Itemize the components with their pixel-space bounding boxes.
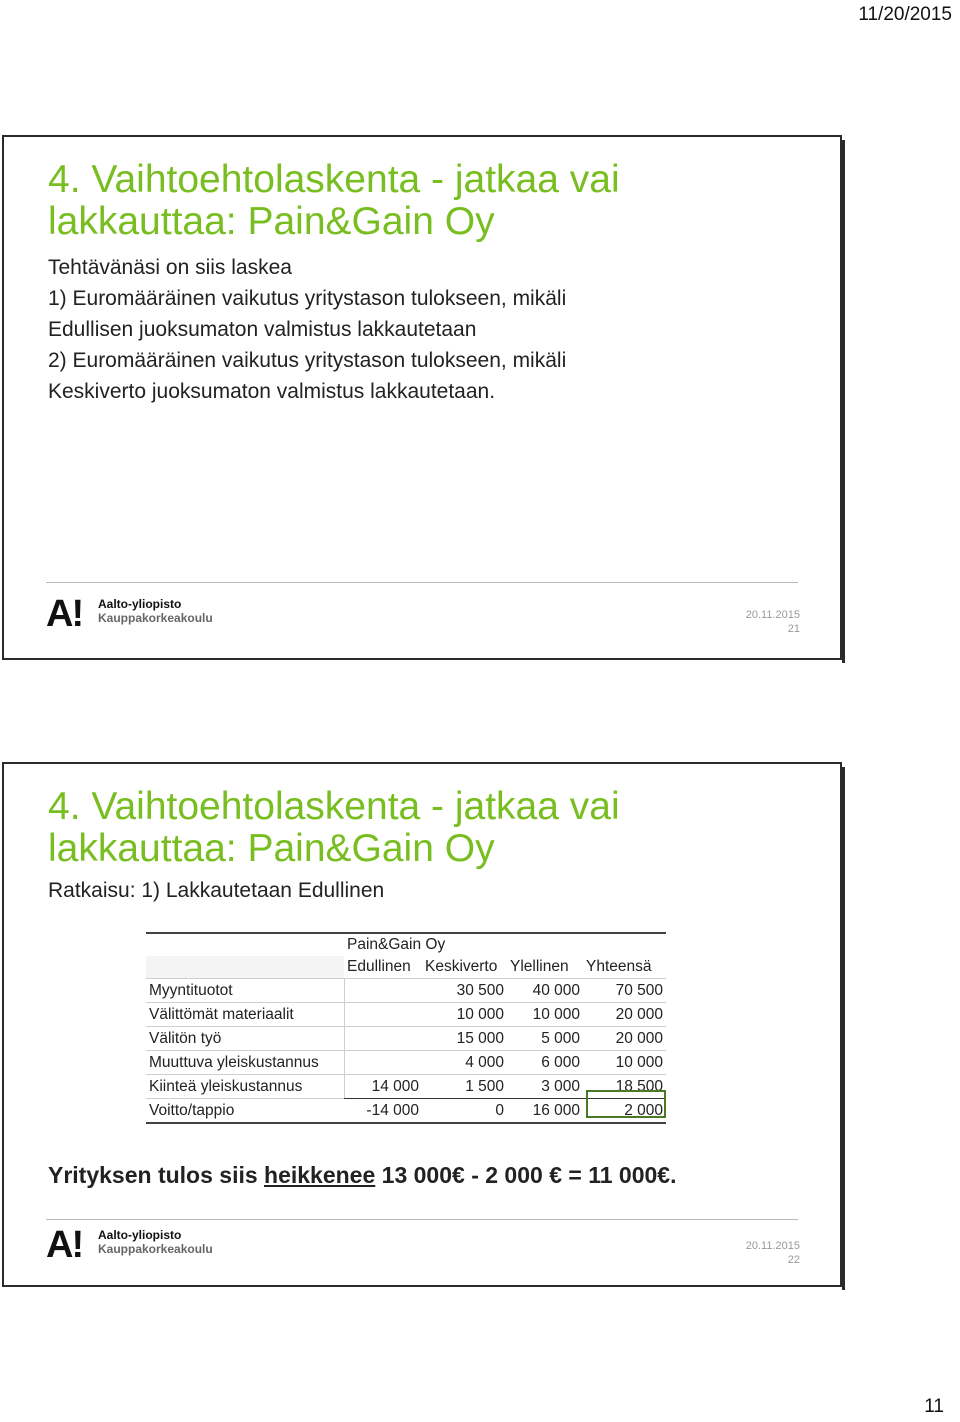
logo-line-university: Aalto-yliopisto (98, 1228, 182, 1242)
slide-title-line-2: lakkauttaa: Pain&Gain Oy (48, 827, 495, 870)
solution-subtitle: Ratkaisu: 1) Lakkautetaan Edullinen (48, 879, 385, 902)
table-header-company (146, 933, 666, 956)
total-profit-highlight (586, 1090, 666, 1118)
footer-divider (46, 1219, 798, 1220)
cell: 15 000 (422, 1027, 507, 1051)
aalto-logo-mark: A! (46, 1224, 83, 1266)
slide-number: 22 (787, 1254, 800, 1266)
cell (344, 1003, 422, 1027)
task-line: 1) Euromääräinen vaikutus yritystason tulokseen, mikäli (48, 287, 567, 310)
table-row (146, 1051, 666, 1075)
slide-number: 21 (787, 623, 800, 635)
company-name: Pain&Gain Oy (344, 933, 666, 956)
cell: -14 000 (344, 1099, 422, 1124)
row-label: Välitön työ (146, 1027, 344, 1051)
cell: 1 500 (422, 1075, 507, 1099)
aalto-logo (46, 595, 216, 635)
table-row (146, 1027, 666, 1051)
conclusion-underlined: heikkenee (264, 1162, 376, 1188)
cell: 14 000 (344, 1075, 422, 1099)
row-label: Myyntituotot (146, 979, 344, 1003)
row-label: Välittömät materiaalit (146, 1003, 344, 1027)
cell: 10 000 (583, 1051, 666, 1075)
cell: 40 000 (507, 979, 583, 1003)
slide-title-line-2: lakkauttaa: Pain&Gain Oy (48, 200, 495, 243)
slide-title-line-1: 4. Vaihtoehtolaskenta - jatkaa vai (48, 785, 620, 828)
conclusion-text (48, 1162, 676, 1189)
cell: 20 000 (583, 1003, 666, 1027)
task-intro: Tehtävänäsi on siis laskea (48, 256, 292, 279)
cell: 6 000 (507, 1051, 583, 1075)
table-row (146, 1003, 666, 1027)
column-header: Ylellinen (510, 958, 569, 975)
slide-title (48, 786, 828, 870)
cell: 16 000 (507, 1099, 583, 1124)
cell: 30 500 (422, 979, 507, 1003)
task-line: Edullisen juoksumaton valmistus lakkautetaan (48, 318, 477, 341)
table-corner (146, 933, 344, 956)
task-line: 2) Euromääräinen vaikutus yritystason tulokseen, mikäli (48, 349, 567, 372)
cell: 10 000 (422, 1003, 507, 1027)
slide-title (48, 159, 828, 243)
cell: 0 (422, 1099, 507, 1124)
aalto-logo-text (98, 597, 213, 625)
logo-line-university: Aalto-yliopisto (98, 597, 182, 611)
table-header-columns (146, 956, 666, 979)
cell: 4 000 (422, 1051, 507, 1075)
cell: 10 000 (507, 1003, 583, 1027)
cell: 70 500 (583, 979, 666, 1003)
logo-line-school: Kauppakorkeakoulu (98, 611, 213, 625)
slide-body (48, 252, 566, 407)
cell: 20 000 (583, 1027, 666, 1051)
table-corner (146, 956, 344, 979)
logo-line-school: Kauppakorkeakoulu (98, 1242, 213, 1256)
slide-date: 20.11.2015 (745, 609, 800, 621)
slide-date: 20.11.2015 (745, 1240, 800, 1252)
profit-loss-table (146, 932, 666, 1124)
slide-title-line-1: 4. Vaihtoehtolaskenta - jatkaa vai (48, 158, 620, 201)
page-number: 11 (924, 1396, 944, 1417)
row-label: Voitto/tappio (146, 1099, 344, 1124)
footer-divider (46, 582, 798, 583)
column-header: Keskiverto (425, 958, 498, 975)
column-header: Edullinen (347, 958, 411, 975)
column-header: Yhteensä (586, 958, 652, 975)
total-profit-cell: 2 000 (583, 1099, 666, 1124)
table-row (146, 979, 666, 1003)
cell (344, 1027, 422, 1051)
row-label: Muuttuva yleiskustannus (146, 1051, 344, 1075)
aalto-logo (46, 1226, 216, 1266)
slide-21 (2, 135, 842, 660)
cell (344, 1051, 422, 1075)
task-line: Keskiverto juoksumaton valmistus lakkautetaan. (48, 380, 496, 403)
slide-22 (2, 762, 842, 1287)
page-date: 11/20/2015 (858, 4, 952, 25)
cell: 5 000 (507, 1027, 583, 1051)
conclusion-after: 13 000€ - 2 000 € = 11 000€. (375, 1162, 677, 1188)
cell (344, 979, 422, 1003)
aalto-logo-mark: A! (46, 593, 83, 635)
cell: 18 500 (583, 1075, 666, 1099)
cell: 3 000 (507, 1075, 583, 1099)
conclusion-before: Yrityksen tulos siis (48, 1162, 265, 1188)
row-label: Kiinteä yleiskustannus (146, 1075, 344, 1099)
aalto-logo-text (98, 1228, 213, 1256)
